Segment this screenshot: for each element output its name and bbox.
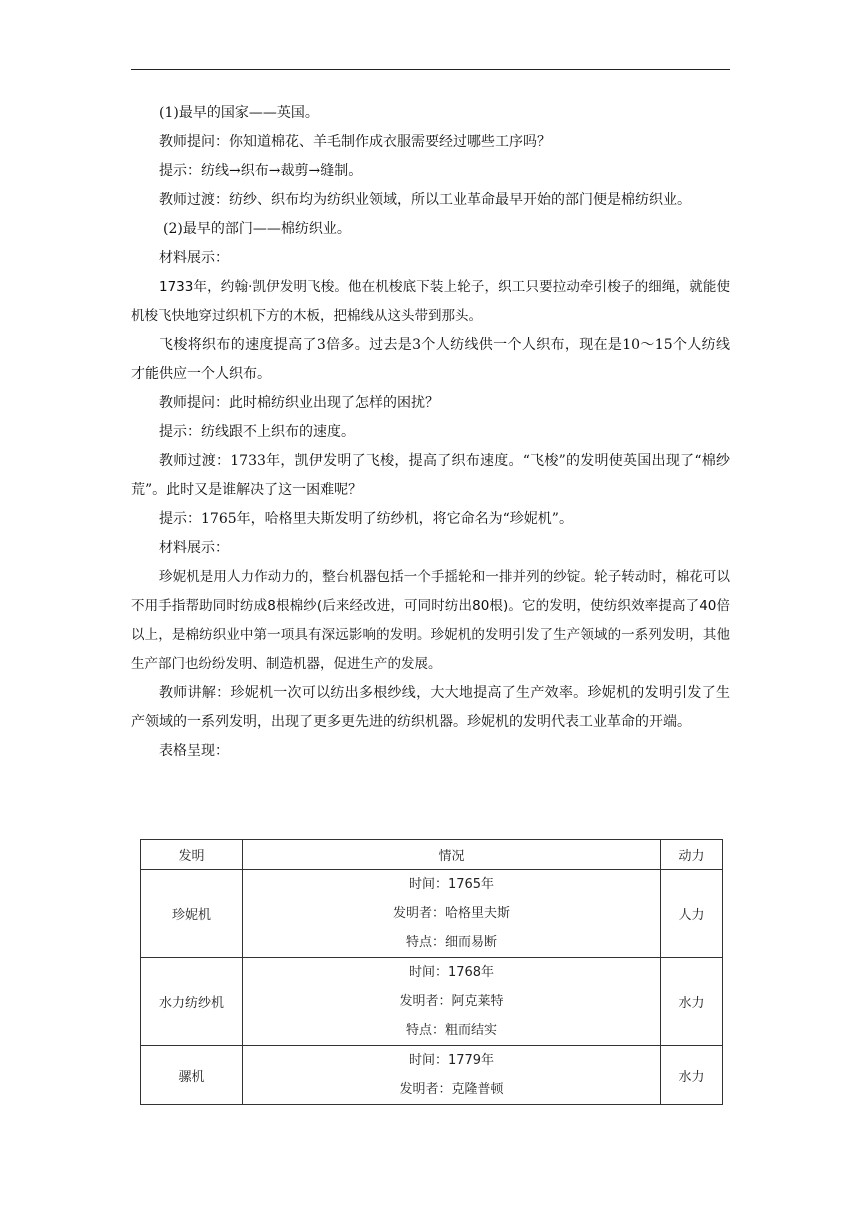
table-header-row (141, 840, 723, 870)
paragraph: 提示：1765年，哈格里夫斯发明了纺纱机，将它命名为“珍妮机”。 (159, 511, 573, 527)
table-header-cell: 动力 (661, 840, 723, 870)
details-cell (243, 958, 661, 1046)
table-header-cell: 情况 (243, 840, 661, 870)
detail-line: 特点：细而易断 (405, 935, 497, 950)
paragraph: 教师讲解：珍妮机一次可以纺出多根纱线，大大地提高了生产效率。珍妮机的发明引发了生产领域的一系列发明，出现了更多更先进的纺织机器。珍妮机的发明代表工业革命的开端。 (131, 685, 730, 730)
paragraph: 教师提问：此时棉纺织业出现了怎样的困扰？ (159, 395, 439, 411)
table-row (141, 1046, 723, 1105)
material-paragraph: 珍妮机是用人力作动力的，整台机器包括一个手摇轮和一排并列的纱锭。轮子转动时，棉花可以不用手指帮助同时纺成8根棉纱(后来经改进，可同时纺出80根)。它的发明，使纺织效率提高了40倍以上，是棉纺织业中第一项具有深远影响的发明。珍妮机的发明引发了生产领域的一系列发明，其他生产部门也纷纷发明、制造机器，促进生产的发展。 (131, 569, 730, 672)
inventions-table (140, 839, 723, 1105)
detail-line: 时间：1765年 (408, 877, 495, 892)
paragraph: 提示：纺线跟不上织布的速度。 (159, 424, 355, 440)
details-cell (243, 870, 661, 958)
power-cell: 水力 (661, 1046, 723, 1105)
material-paragraph: 1733年，约翰·凯伊发明飞梭。他在机梭底下装上轮子，织工只要拉动牵引梭子的细绳，就能使机梭飞快地穿过织机下方的木板，把棉线从这头带到那头。 (131, 279, 730, 324)
invention-cell: 水力纺纱机 (141, 958, 243, 1046)
paragraph: 提示：纺线→织布→裁剪→缝制。 (159, 163, 363, 179)
paragraph: 表格呈现： (159, 743, 229, 759)
document-body (131, 99, 730, 766)
power-cell: 水力 (661, 958, 723, 1046)
detail-line: 时间：1779年 (408, 1053, 495, 1068)
table-header-cell: 发明 (141, 840, 243, 870)
power-cell: 人力 (661, 870, 723, 958)
paragraph: 飞梭将织布的速度提高了3倍多。过去是3个人纺线供一个人织布，现在是10～15个人纺线才能供应一个人织布。 (131, 337, 730, 382)
paragraph: 教师提问：你知道棉花、羊毛制作成衣服需要经过哪些工序吗？ (159, 134, 551, 150)
paragraph: (1)最早的国家——英国。 (159, 105, 319, 121)
table-row (141, 870, 723, 958)
invention-cell: 珍妮机 (141, 870, 243, 958)
details-cell (243, 1046, 661, 1105)
detail-line: 发明者：哈格里夫斯 (392, 906, 510, 921)
table-row (141, 958, 723, 1046)
paragraph: 教师过渡：1733年，凯伊发明了飞梭，提高了织布速度。“飞梭”的发明使英国出现了“棉纱荒”。此时又是谁解决了这一困难呢？ (131, 453, 730, 498)
paragraph: 材料展示： (159, 540, 229, 556)
header-rule (131, 69, 730, 70)
detail-line: 发明者：阿克莱特 (399, 994, 504, 1009)
detail-line: 时间：1768年 (408, 965, 495, 980)
invention-cell: 骡机 (141, 1046, 243, 1105)
paragraph: 教师过渡：纺纱、织布均为纺织业领域，所以工业革命最早开始的部门便是棉纺织业。 (159, 192, 691, 208)
paragraph: (2)最早的部门——棉纺织业。 (163, 221, 351, 237)
detail-line: 特点：粗而结实 (405, 1023, 497, 1038)
detail-line: 发明者：克隆普顿 (399, 1082, 504, 1097)
paragraph: 材料展示： (159, 250, 229, 266)
